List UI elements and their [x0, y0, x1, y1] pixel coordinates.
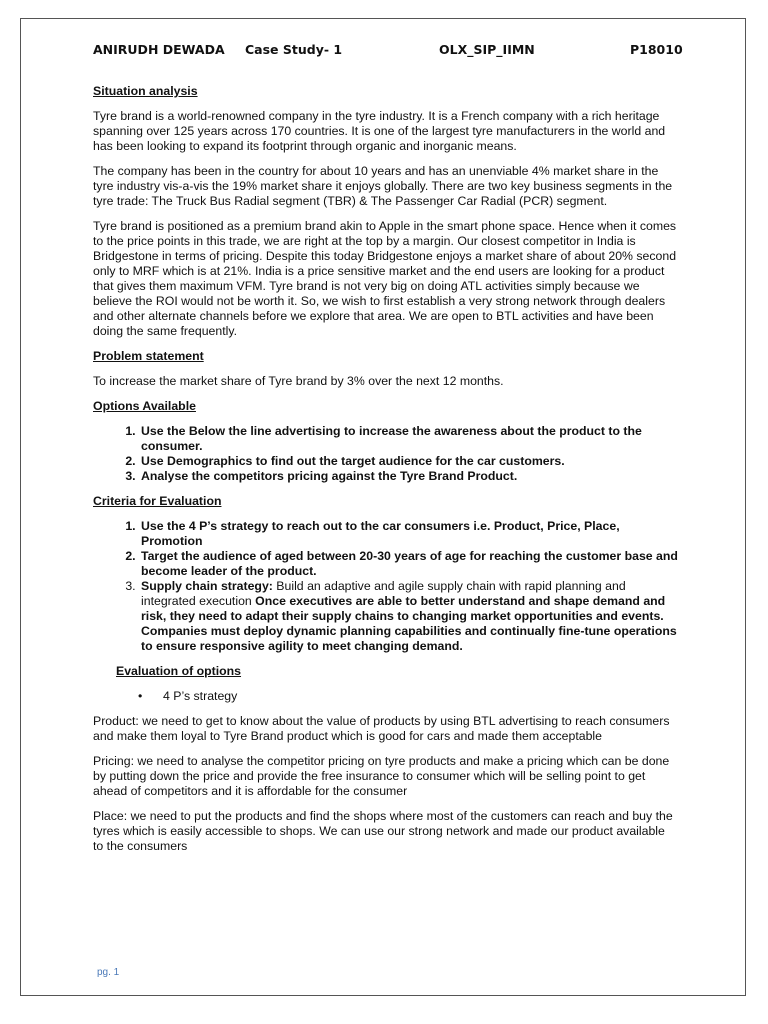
- page-number: pg. 1: [97, 967, 120, 978]
- options-list: [93, 424, 678, 484]
- options-heading: Options Available: [93, 399, 196, 413]
- criteria-item: 1. Use the 4 P’s strategy to reach out to the car consumers i.e. Product, Price, Place, Promotion: [139, 519, 678, 549]
- criteria-heading: Criteria for Evaluation: [93, 494, 222, 508]
- option-item: 2. Use Demographics to find out the target audience for the car customers.: [139, 454, 678, 469]
- criteria-item: [139, 579, 678, 654]
- problem-text: To increase the market share of Tyre brand by 3% over the next 12 months.: [93, 374, 504, 388]
- option-item: 3. Analyse the competitors pricing against the Tyre Brand Product.: [139, 469, 678, 484]
- criteria-list: [93, 519, 678, 654]
- option-item: 1. Use the Below the line advertising to increase the awareness about the product to the consumer.: [139, 424, 678, 454]
- problem-heading: Problem statement: [93, 349, 204, 363]
- evaluation-bullet-item: • 4 P’s strategy: [116, 689, 678, 704]
- header-project: OLX_SIP_IIMN: [439, 42, 535, 57]
- criteria-item3-normal: Build an adaptive and agile supply chain with rapid planning and integrated execution: [141, 579, 626, 608]
- evaluation-pricing: Pricing: we need to analyse the competitor pricing on tyre products and make a pricing which can be done by putting down the price and provide the free insurance to consumer which will be selling point to get ahead of competitors and it is affordable for the consumer: [93, 754, 670, 798]
- evaluation-place: Place: we need to put the products and find the shops where most of the customers can reach and buy the tyres which is easily accessible to shops. We can use our strong network and made our product available to the consumers: [93, 809, 673, 853]
- page-header: [93, 42, 683, 60]
- criteria-item3-bold: Once executives are able to better understand and shape demand and risk, they need to adapt their supply chains to changing market opportunities and events. Companies must deploy dynamic planning capabilities and continually fine-tune operations to ensure responsive agility to meet changing demand.: [141, 594, 677, 653]
- header-case: Case Study- 1: [245, 42, 343, 57]
- situation-paragraph-2: The company has been in the country for about 10 years and has an unenviable 4% market share in the tyre industry vis-a-vis the 19% market share it enjoys globally. There are two key business segments in the tyre trade: The Truck Bus Radial segment (TBR) & The Passenger Car Radial (PCR) segment.: [93, 164, 673, 208]
- criteria-item3-label: Supply chain strategy:: [141, 579, 273, 593]
- situation-paragraph-1: Tyre brand is a world-renowned company in the tyre industry. It is a French company with a rich heritage spanning over 125 years across 170 countries. It is one of the largest tyre manufacturers in the world and has been looking to expand its footprint through organic and inorganic means.: [93, 109, 666, 153]
- evaluation-product: Product: we need to get to know about the value of products by using BTL advertising to reach consumers and make them loyal to Tyre Brand product which is good for cars and made them acceptable: [93, 714, 670, 743]
- criteria-item: 2. Target the audience of aged between 20-30 years of age for reaching the customer base and become leader of the product.: [139, 549, 678, 579]
- situation-paragraph-3: Tyre brand is positioned as a premium brand akin to Apple in the smart phone space. Hence when it comes to the price points in this trade, we are right at the top by a margin. Our closest competitor in India is Bridgestone in terms of pricing. Despite this today Bridgestone enjoys a market share of about 20% second only to MRF which is at 21%. India is a price sensitive market and the end users are looking for a product that gives them maximum VFM. Tyre brand is not very big on doing ATL activities simply because we believe the ROI would not be worth it. So, we wish to first establish a very strong network through dealers and other alternate channels before we explore that area. We are open to BTL activities and have been doing the same frequently.: [93, 219, 677, 338]
- header-author: ANIRUDH DEWADA: [93, 42, 225, 57]
- evaluation-heading: Evaluation of options: [116, 664, 242, 678]
- situation-heading: Situation analysis: [93, 84, 198, 98]
- header-id: P18010: [630, 42, 683, 57]
- document-body: [93, 84, 678, 864]
- evaluation-bullets: [93, 689, 678, 704]
